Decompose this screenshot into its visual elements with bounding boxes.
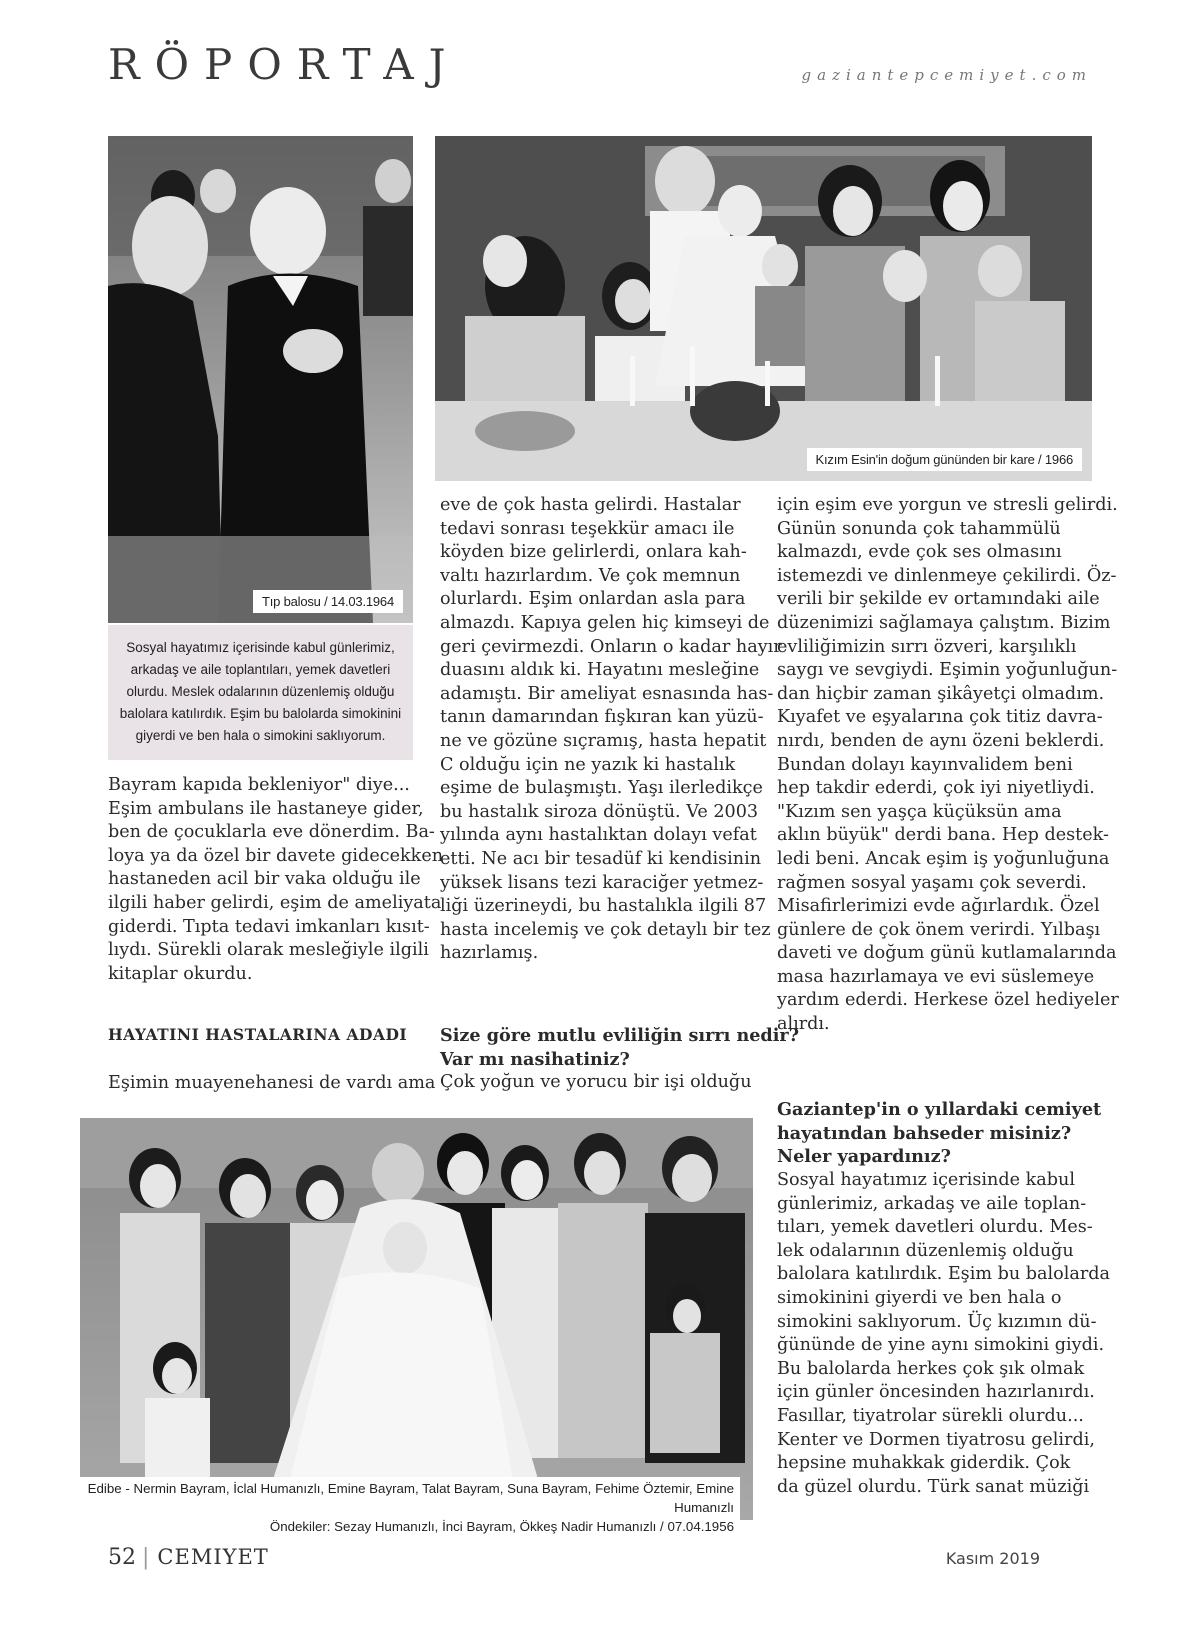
text-line: tedavi sonrası teşekkür amacı ile xyxy=(440,518,735,539)
pull-quote-box xyxy=(108,625,413,760)
pull-quote-line: olurdu. Meslek odalarının düzenlemiş olduğu xyxy=(126,684,395,699)
text-line: Kıyafet ve eşyalarına çok titiz davra- xyxy=(777,707,1103,728)
text-line: saygı ve sevgiydi. Eşimin yoğunluğun- xyxy=(777,660,1118,681)
interview-question xyxy=(440,1024,799,1071)
text-line: etti. Ne acı bir tesadüf ki kendisinin xyxy=(440,848,762,869)
text-line: geri çevirmezdi. Onların o kadar hayır xyxy=(440,636,782,657)
column-2-paragraph xyxy=(440,494,782,966)
text-line: yüksek lisans tezi karaciğer yetmez- xyxy=(440,872,764,893)
text-line: dan hiçbir zaman şikâyetçi olmadım. xyxy=(777,683,1105,704)
pull-quote-line: giyerdi ve ben hala o simokini saklıyorum. xyxy=(135,728,386,743)
text-line: valtı hazırlardım. Ve çok memnun xyxy=(440,565,741,586)
text-line: ne ve gözüne sıçramış, hasta hepatit xyxy=(440,730,767,751)
ball-photo xyxy=(108,136,413,623)
issue-date: Kasım 2019 xyxy=(945,1549,1040,1568)
question-line: hayatından bahseder misiniz? xyxy=(777,1122,1072,1144)
folio-divider: | xyxy=(142,1545,150,1570)
wedding-caption-line: Öndekiler: Sezay Humanızlı, İnci Bayram, Ökkeş Nadir Humanızlı / 07.04.1956 xyxy=(269,1519,734,1534)
text-line: duasını aldık ki. Hayatını mesleğine xyxy=(440,660,760,681)
text-line: adamıştı. Bir ameliyat esnasında has- xyxy=(440,683,774,704)
question-line: Size göre mutlu evliliğin sırrı nedir? xyxy=(440,1025,799,1046)
text-line: Bundan dolayı kayınvalidem beni xyxy=(777,754,1073,775)
text-line: Kenter ve Dormen tiyatrosu gelirdi, xyxy=(777,1429,1095,1450)
wedding-photo xyxy=(80,1118,753,1520)
site-url: gaziantepcemiyet.com xyxy=(801,66,1092,84)
text-line: eve de çok hasta gelirdi. Hastalar xyxy=(440,495,741,515)
section-title: RÖPORTAJ xyxy=(108,40,461,89)
photo-birthday-party-icon xyxy=(435,136,1092,481)
text-line: için günler öncesinden hazırlanırdı. xyxy=(777,1382,1095,1403)
text-line: düzenimizi sağlamaya çalıştım. Bizim xyxy=(777,612,1111,633)
text-line: ğününde de yine aynı simokini giydi. xyxy=(777,1335,1105,1356)
text-line: olurlardı. Eşim onlardan asla para xyxy=(440,589,746,610)
page-number: 52 xyxy=(108,1545,136,1570)
column-1-paragraph xyxy=(108,774,444,986)
text-line: hastaneden acil bir vaka olduğu ile xyxy=(108,869,421,890)
birthday-photo xyxy=(435,136,1092,481)
question-line: Gaziantep'in o yıllardaki cemiyet xyxy=(777,1099,1102,1120)
text-line: Sosyal hayatımız içerisinde kabul xyxy=(777,1170,1075,1190)
text-line: simokinini giyerdi ve ben hala o xyxy=(777,1287,1062,1308)
birthday-photo-caption: Kızım Esin'in doğum gününden bir kare / 1966 xyxy=(807,448,1082,471)
subheading: HAYATINI HASTALARINA ADADI xyxy=(108,1025,408,1044)
text-line: tıları, yemek davetleri olurdu. Mes- xyxy=(777,1217,1093,1238)
text-line: kalmazdı, evde çok ses olmasını xyxy=(777,542,1062,563)
text-line: günlerimiz, arkadaş ve aile toplan- xyxy=(777,1193,1087,1214)
text-line: lek odalarının düzenlemiş olduğu xyxy=(777,1240,1074,1261)
pull-quote-line: Sosyal hayatımız içerisinde kabul günlerimiz, xyxy=(126,640,395,655)
text-line: liği üzerineydi, bu hastalıkla ilgili 87 xyxy=(440,896,767,917)
photo-dancing-couple-icon xyxy=(108,136,413,623)
text-line: hepsine muhakkak giderdik. Çok xyxy=(777,1453,1071,1474)
ball-photo-caption: Tıp balosu / 14.03.1964 xyxy=(253,590,403,613)
text-line: simokini saklıyorum. Üç kızımın dü- xyxy=(777,1311,1097,1332)
column-1 xyxy=(108,774,444,986)
text-line: ben de çocuklarla eve dönerdim. Ba- xyxy=(108,822,435,843)
text-line: aklın büyük" derdi bana. Hep destek- xyxy=(777,825,1109,846)
text-line: istemezdi ve dinlenmeye çekilirdi. Öz- xyxy=(777,565,1117,586)
text-line: masa hazırlamaya ve evi süslemeye xyxy=(777,966,1095,987)
text-line: için eşim eve yorgun ve stresli gelirdi. xyxy=(777,495,1118,515)
text-line: tanın damarından fışkıran kan yüzü- xyxy=(440,707,764,728)
text-line: loya ya da özel bir davete gidecekken xyxy=(108,845,444,866)
text-line: eşime de bulaşmıştı. Yaşı ilerledikçe xyxy=(440,778,763,799)
text-line: daveti ve doğum günü kutlamalarında xyxy=(777,943,1117,964)
pull-quote-line: balolara katılırdık. Eşim bu balolarda simokinini xyxy=(119,706,402,721)
text-line: alırdı. xyxy=(777,1014,830,1035)
text-line: "Kızım sen yaşça küçüksün ama xyxy=(777,801,1062,822)
text-line: balolara katılırdık. Eşim bu balolarda xyxy=(777,1264,1111,1285)
page-folio xyxy=(108,1545,269,1570)
text-line: Eşimin muayenehanesi de vardı ama xyxy=(108,1073,436,1093)
text-line: C olduğu için ne yazık ki hastalık xyxy=(440,754,736,775)
text-line: Eşim ambulans ile hastaneye gider, xyxy=(108,798,424,819)
photo-wedding-group-icon xyxy=(80,1118,753,1520)
text-line: rağmen sosyal yaşamı çok severdi. xyxy=(777,872,1087,893)
text-line: Fasıllar, tiyatrolar sürekli olurdu... xyxy=(777,1405,1084,1426)
text-line: hasta incelemiş ve çok detaylı bir tez xyxy=(440,919,771,940)
text-line: köyden bize gelirlerdi, onlara kah- xyxy=(440,542,747,563)
column-1-continued xyxy=(108,1072,436,1096)
text-line: bu hastalık siroza dönüştü. Ve 2003 xyxy=(440,801,759,822)
text-line: giderdi. Tıpta tedavi imkanları kısıt- xyxy=(108,916,430,937)
pull-quote-line: arkadaş ve aile toplantıları, yemek davetleri xyxy=(130,662,391,677)
text-line: ilgili haber gelirdi, eşim de ameliyata xyxy=(108,892,442,913)
text-line: da güzel olurdu. Türk sanat müziği xyxy=(777,1476,1090,1497)
column-3-continued xyxy=(777,1169,1111,1499)
wedding-photo-caption xyxy=(80,1477,740,1538)
text-line: Bayram kapıda bekleniyor" diye... xyxy=(108,775,410,795)
text-line: yardım ederdi. Herkese özel hediyeler xyxy=(777,990,1119,1011)
text-line: verili bir şekilde ev ortamındaki aile xyxy=(777,589,1100,610)
text-line: lıydı. Sürekli olarak mesleğiyle ilgili xyxy=(108,940,429,961)
column-2-continued xyxy=(440,1071,752,1095)
question-line: Neler yapardınız? xyxy=(777,1146,951,1168)
text-line: Çok yoğun ve yorucu bir işi olduğu xyxy=(440,1072,752,1092)
text-line: almazdı. Kapıya gelen hiç kimseyi de xyxy=(440,612,770,633)
text-line: Bu balolarda herkes çok şık olmak xyxy=(777,1358,1085,1379)
wedding-caption-line: Edibe - Nermin Bayram, İclal Humanızlı, Emine Bayram, Talat Bayram, Suna Bayram, Fehime Öztemir, Emine Humanızlı xyxy=(87,1481,734,1515)
text-line: günlere de çok önem verirdi. Yılbaşı xyxy=(777,919,1101,940)
question-line: Var mı nasihatiniz? xyxy=(440,1048,630,1070)
magazine-name: CEMIYET xyxy=(157,1545,269,1569)
interview-question xyxy=(777,1098,1102,1169)
column-2 xyxy=(440,494,782,966)
column-3 xyxy=(777,494,1119,1037)
text-line: Günün sonunda çok tahammülü xyxy=(777,518,1061,539)
column-3-paragraph xyxy=(777,494,1119,1037)
text-line: kitaplar okurdu. xyxy=(108,963,253,984)
text-line: hazırlamış. xyxy=(440,943,539,964)
text-line: yılında aynı hastalıktan dolayı vefat xyxy=(440,825,757,846)
text-line: evliliğimizin sırrı özveri, karşılıklı xyxy=(777,636,1077,657)
text-line: Misafirlerimizi evde ağırlardık. Özel xyxy=(777,896,1100,917)
text-line: nırdı, benden de aynı özeni beklerdi. xyxy=(777,730,1105,751)
text-line: ledi beni. Ancak eşim iş yoğunluğuna xyxy=(777,848,1110,869)
text-line: hep takdir ederdi, çok iyi niyetliydi. xyxy=(777,778,1095,799)
